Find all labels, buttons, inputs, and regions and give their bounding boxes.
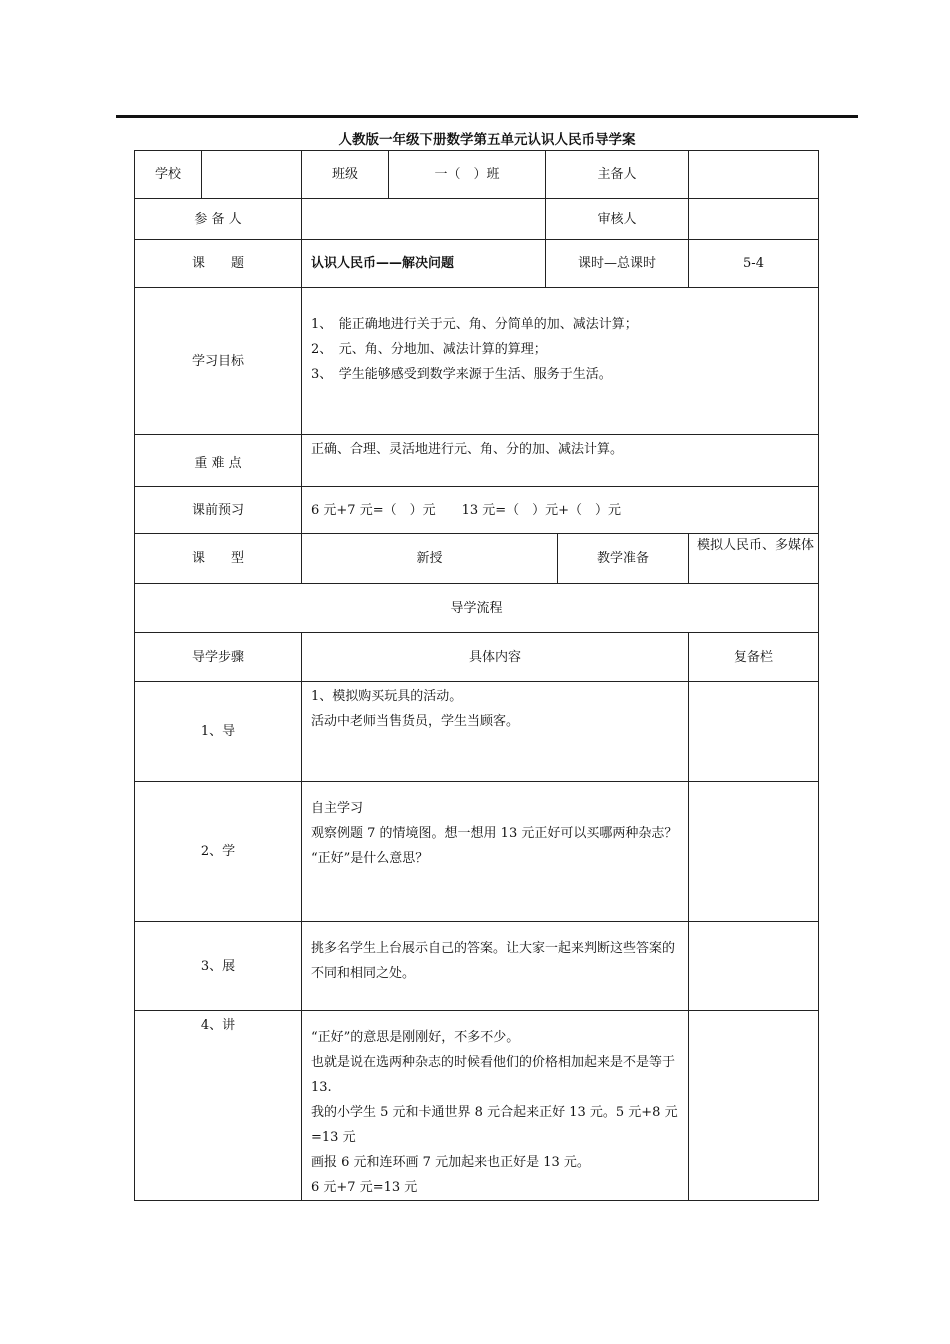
goal-item: 3、 学生能够感受到数学来源于生活、服务于生活。 (311, 367, 612, 382)
period-value-cell (688, 239, 819, 288)
school-value-cell (201, 150, 302, 199)
step-content-cell (301, 1010, 689, 1201)
prep-value-cell (688, 533, 819, 584)
topic-label-cell (134, 239, 302, 288)
step-line: 自主学习 (311, 801, 364, 816)
steps-header: 导学步骤 (191, 649, 244, 665)
reviewer-label-cell (545, 198, 689, 240)
step-notes-cell (688, 781, 819, 922)
difficulty-label-cell (134, 434, 302, 487)
participants-value-cell (301, 198, 546, 240)
header-rule (116, 115, 858, 118)
prep-label: 教学准备 (596, 551, 649, 566)
step-name: 3、展 (200, 958, 236, 974)
goal-item: 1、 能正确地进行关于元、角、分简单的加、减法计算； (311, 317, 638, 332)
class-label: 班级 (331, 167, 358, 182)
step-name-cell (134, 921, 302, 1011)
step-line: 观察例题 7 的情境图。想一想用 13 元正好可以买哪两种杂志？ (311, 826, 678, 841)
step-notes-cell (688, 921, 819, 1011)
participants-label-cell (134, 198, 302, 240)
step-line: 活动中老师当售货员，学生当顾客。 (311, 714, 520, 729)
period-value: 5-4 (743, 256, 764, 271)
preview-label-cell (134, 486, 302, 534)
goals-cell (301, 287, 819, 435)
step-name: 1、导 (200, 724, 236, 739)
steps-header-cell (134, 632, 302, 682)
class-value-cell (388, 150, 546, 199)
type-value-cell (301, 533, 558, 584)
notes-header: 复备栏 (733, 649, 773, 665)
lead-label-cell (545, 150, 689, 199)
step-name: 2、学 (200, 844, 236, 859)
content-header: 具体内容 (468, 649, 521, 665)
class-value: 一（ ）班 (434, 167, 500, 182)
step-name: 4、讲 (200, 1018, 236, 1033)
flow-title: 导学流程 (450, 600, 503, 616)
step-content-cell (301, 921, 689, 1011)
goals-label-cell (134, 287, 302, 435)
preview-label: 课前预习 (191, 502, 244, 518)
step-name-cell (134, 1010, 302, 1201)
preview-value: 6 元+7 元=（ ）元 13 元=（ ）元+（ ）元 (311, 502, 622, 518)
step-line: 6 元+7 元=13 元 (311, 1180, 418, 1195)
topic-label: 课 题 (191, 256, 244, 271)
step-line: 1、模拟购买玩具的活动。 (311, 689, 463, 704)
step-line: “正好”的意思是刚刚好，不多不少。 (311, 1030, 520, 1045)
goal-item: 2、 元、角、分地加、减法计算的算理； (311, 342, 547, 357)
step-name-cell (134, 681, 302, 782)
step-line: 挑多名学生上台展示自己的答案。让大家一起来判断这些答案的不同和相同之处。 (311, 941, 676, 981)
step-notes-cell (688, 681, 819, 782)
period-label: 课时—总课时 (577, 256, 656, 271)
school-label: 学校 (154, 167, 181, 182)
step-line: 画报 6 元和连环画 7 元加起来也正好是 13 元。 (311, 1155, 590, 1170)
topic-value: 认识人民币——解决问题 (311, 256, 455, 271)
class-label-cell (301, 150, 389, 199)
step-content-cell (301, 781, 689, 922)
step-line: “正好”是什么意思？ (311, 851, 429, 866)
topic-value-cell (301, 239, 546, 288)
lead-value-cell (688, 150, 819, 199)
page-title: 人教版一年级下册数学第五单元认识人民币导学案 (338, 132, 636, 148)
lead-label: 主备人 (597, 167, 637, 182)
prep-value: 模拟人民币、多媒体 (697, 538, 815, 553)
preview-cell (301, 486, 819, 534)
difficulty-value: 正确、合理、灵活地进行元、角、分的加、减法计算。 (311, 442, 624, 457)
flow-title-cell (134, 583, 819, 633)
period-label-cell (545, 239, 689, 288)
difficulty-cell (301, 434, 819, 487)
step-line: 我的小学生 5 元和卡通世界 8 元合起来正好 13 元。5 元+8 元=13 元 (311, 1105, 678, 1145)
reviewer-label: 审核人 (597, 211, 637, 227)
step-line: 也就是说在选两种杂志的时候看他们的价格相加起来是不是等于 13. (311, 1055, 676, 1095)
type-label-cell (134, 533, 302, 584)
type-label: 课 型 (191, 551, 244, 566)
step-name-cell (134, 781, 302, 922)
school-label-cell (134, 150, 202, 199)
notes-header-cell (688, 632, 819, 682)
prep-label-cell (557, 533, 689, 584)
step-content-cell (301, 681, 689, 782)
content-header-cell (301, 632, 689, 682)
type-value: 新授 (416, 551, 443, 566)
difficulty-label: 重 难 点 (194, 456, 242, 471)
goals-label: 学习目标 (191, 353, 244, 369)
step-notes-cell (688, 1010, 819, 1201)
reviewer-value-cell (688, 198, 819, 240)
participants-label: 参 备 人 (194, 211, 242, 227)
